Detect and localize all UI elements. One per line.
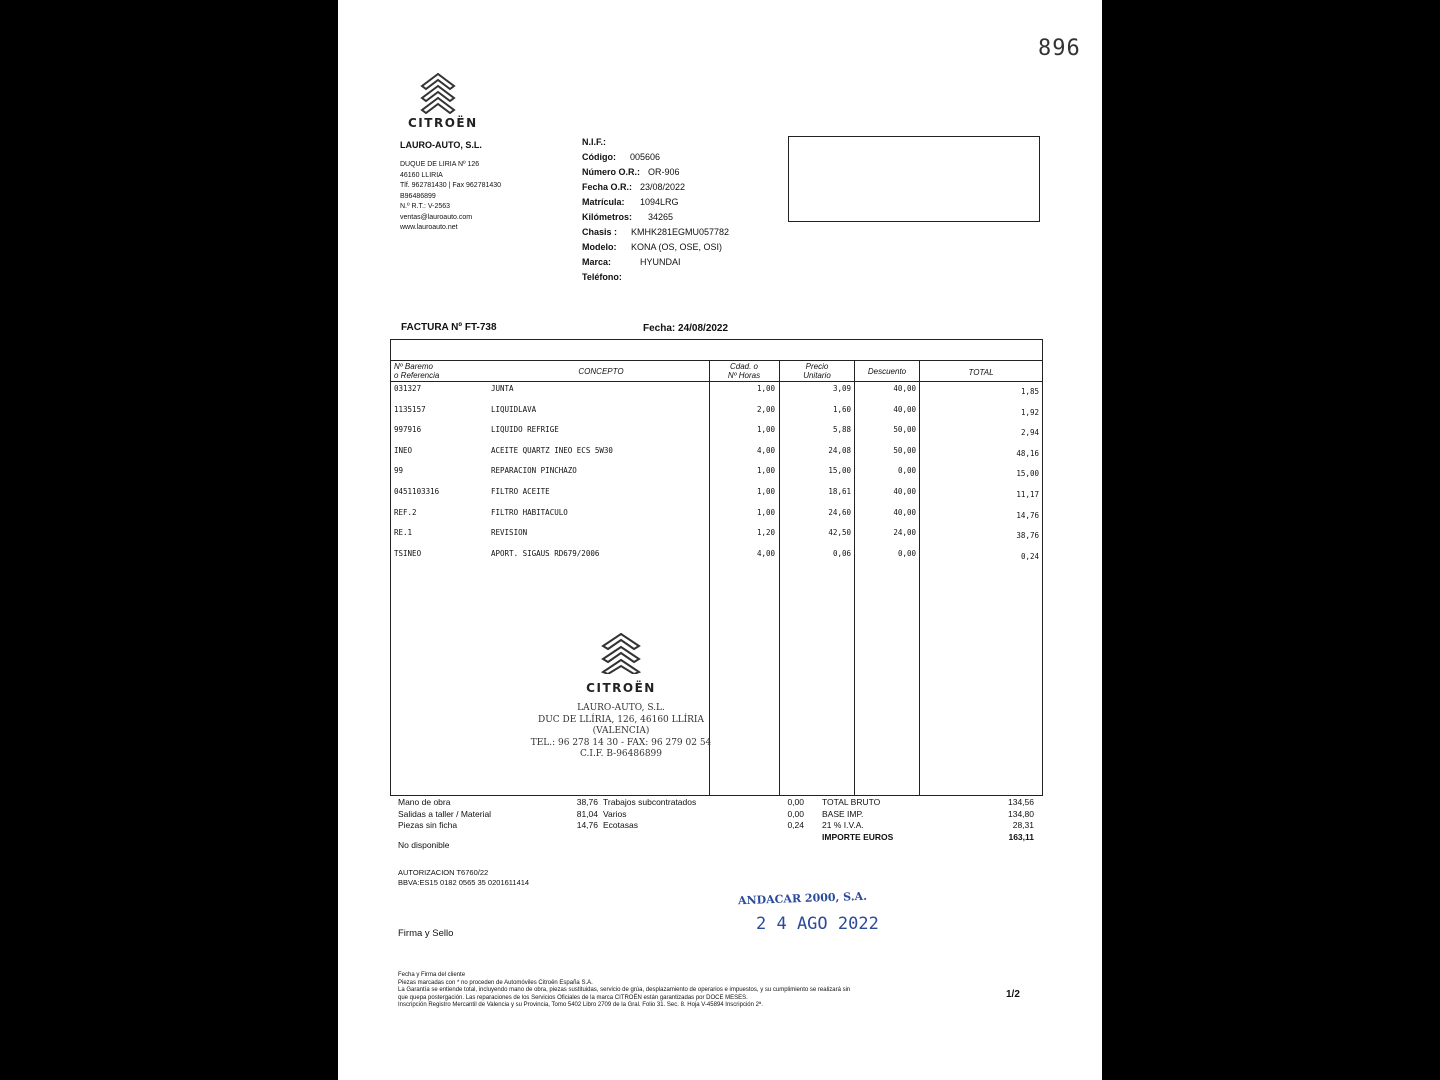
- cell-total: 48,16: [1016, 448, 1039, 458]
- cell-concept: JUNTA: [491, 384, 514, 393]
- cell-price: 15,00: [828, 466, 851, 476]
- table-row: [391, 487, 1042, 507]
- cell-ref: RE.1: [394, 528, 413, 538]
- company-name: LAURO-AUTO, S.L.: [400, 140, 482, 150]
- signature-label: Firma y Sello: [398, 928, 454, 939]
- cell-ref: 997916: [394, 425, 422, 435]
- table-row: [391, 405, 1042, 425]
- vehicle-row: Kilómetros: 34265: [582, 212, 674, 222]
- cell-ref: REF.2: [394, 507, 417, 517]
- table-row: [391, 446, 1042, 466]
- cell-concept: REVISION: [491, 528, 528, 538]
- cell-ref: 99: [394, 466, 404, 476]
- cell-price: 1,60: [832, 404, 851, 414]
- summary-left: [398, 797, 808, 851]
- cell-ref: 1135157: [394, 404, 426, 414]
- cell-concept: LIQUIDLAVA: [491, 404, 537, 414]
- cell-price: 18,61: [828, 487, 851, 496]
- cell-qty: 4,00: [756, 548, 775, 558]
- received-stamp-date: 2 4 AGO 2022: [756, 914, 879, 934]
- table-row: [391, 384, 1042, 404]
- cell-price: 24,60: [828, 507, 851, 517]
- cell-concept: FILTRO ACEITE: [491, 487, 550, 496]
- header-total: TOTAL: [968, 368, 994, 377]
- handwritten-page-number: 896: [1038, 36, 1081, 61]
- logo-wordmark: CITROËN: [408, 116, 478, 130]
- cell-total: 1,85: [1020, 387, 1039, 396]
- cell-ref: 031327: [394, 384, 422, 393]
- cell-discount: 50,00: [893, 425, 916, 435]
- cell-concept: FILTRO HABITACULO: [491, 507, 568, 517]
- vehicle-row: Número O.R.: OR-906: [582, 167, 680, 177]
- no-disponible: No disponible: [398, 839, 450, 850]
- received-stamp-company: ANDACAR 2000, S.A.: [737, 889, 868, 908]
- grand-total-row: IMPORTE EUROS 163,11: [822, 831, 1034, 842]
- company-details: [400, 160, 501, 234]
- cell-discount: 24,00: [893, 528, 916, 538]
- cell-discount: 40,00: [893, 384, 916, 393]
- cell-qty: 1,00: [756, 487, 775, 496]
- page-indicator: 1/2: [1006, 989, 1020, 1000]
- invoice-number: FACTURA Nº FT-738: [401, 322, 497, 333]
- chevrons-icon: [408, 68, 468, 114]
- cell-ref: INEO: [394, 445, 413, 455]
- table-row: [391, 508, 1042, 528]
- vehicle-row: Fecha O.R.: 23/08/2022: [582, 182, 686, 192]
- company-line: 46160 LLIRIA: [400, 171, 443, 179]
- vehicle-row: Código: 005606: [582, 152, 661, 162]
- table-header-divider: [391, 381, 1042, 382]
- summary-totals: [822, 797, 1034, 843]
- header-concept: CONCEPTO: [578, 367, 624, 376]
- cell-price: 5,88: [832, 425, 851, 435]
- cell-concept: APORT. SIGAUS RD679/2006: [491, 548, 600, 558]
- table-row: [391, 549, 1042, 569]
- cell-qty: 1,20: [756, 528, 775, 538]
- cell-price: 24,08: [828, 445, 851, 455]
- cell-total: 11,17: [1016, 490, 1039, 499]
- summary-row: Mano de obra 38,76 Trabajos subcontratados 0,00: [398, 797, 804, 807]
- vehicle-row: N.I.F.:: [582, 137, 606, 147]
- stamp-logo: [591, 630, 651, 679]
- header-ref: Nº Baremo o Referencia: [394, 362, 440, 380]
- vehicle-row: Modelo: KONA (OS, OSE, OSI): [582, 242, 723, 252]
- vehicle-row: Teléfono:: [582, 272, 622, 282]
- cell-discount: 40,00: [893, 507, 916, 517]
- cell-price: 3,09: [832, 384, 851, 393]
- cell-ref: 0451103316: [394, 487, 440, 496]
- dealer-stamp: [521, 630, 721, 761]
- cell-qty: 1,00: [756, 384, 775, 393]
- total-row: TOTAL BRUTO 134,56: [822, 797, 1034, 807]
- company-line: ventas@lauroauto.com: [400, 213, 473, 221]
- cell-concept: LIQUIDO REFRIGE: [491, 425, 559, 435]
- cell-qty: 4,00: [756, 445, 775, 455]
- company-line: Tlf. 962781430 | Fax 962781430: [400, 182, 502, 189]
- authorization-info: AUTORIZACION T6760/22 BBVA:ES15 0182 0565 35 0201611414: [398, 868, 530, 887]
- cell-qty: 1,00: [756, 466, 775, 476]
- chevrons-icon: [591, 630, 651, 674]
- cell-discount: 40,00: [893, 487, 916, 496]
- company-line: B96486899: [400, 192, 436, 200]
- cell-total: 15,00: [1016, 469, 1039, 479]
- cell-price: 42,50: [828, 528, 851, 538]
- cell-discount: 0,00: [897, 548, 916, 558]
- cell-total: 0,24: [1020, 551, 1039, 561]
- vehicle-row: Chasis : KMHK281EGMU057782: [582, 227, 730, 237]
- legal-footer: Fecha y Firma del cliente Piezas marcadas con * no proceden de Automóviles Citroën España S.A. La Garantía se entiende total, incluyendo mano de obra, piezas sustituidas, servicio de grúa, desplazamiento de operarios e impuestos, y su cumplimiento se realizará sin que quepa postergación. Las reparaciones de los Servicios Oficiales de la marca CITROËN están garantizadas por DOCE MESES. Inscripción Registro Mercantil de Valencia y su Provincia, Tomo 5402 Libro 2709 de la Gral. Folio 31. Sec. 8. Hoja V-45894 Inscripción 2ª.: [398, 972, 851, 1008]
- table-top-divider: [391, 360, 1042, 361]
- cell-ref: TSINEO: [394, 548, 422, 558]
- invoice-lines-table: [390, 339, 1043, 796]
- cell-discount: 50,00: [893, 445, 916, 455]
- cell-total: 38,76: [1016, 531, 1039, 541]
- customer-address-box: [788, 136, 1040, 222]
- total-row: BASE IMP. 134,80: [822, 808, 1034, 819]
- vehicle-info: [582, 135, 729, 285]
- invoice-date: Fecha: 24/08/2022: [643, 323, 729, 334]
- invoice-page: [338, 0, 1102, 1080]
- citroen-logo: [408, 68, 478, 130]
- total-row: 21 % I.V.A. 28,31: [822, 820, 1034, 830]
- company-line: DUQUE DE LIRIA Nº 126: [400, 161, 480, 168]
- header-discount: Descuento: [867, 367, 907, 376]
- cell-total: 14,76: [1016, 510, 1039, 520]
- company-line: N.º R.T.: V-2563: [400, 203, 451, 210]
- table-row: [391, 425, 1042, 445]
- cell-total: 2,94: [1020, 428, 1039, 438]
- cell-concept: REPARACION PINCHAZO: [491, 466, 577, 476]
- summary-row: Salidas a taller / Material 81,04 Varios 0,00: [398, 808, 804, 819]
- vehicle-row: Matrícula: 1094LRG: [582, 197, 679, 207]
- stamp-wordmark: CITROËN: [586, 681, 656, 695]
- cell-concept: ACEITE QUARTZ INEO ECS 5W30: [491, 445, 613, 455]
- vehicle-row: Marca: HYUNDAI: [582, 257, 681, 267]
- cell-total: 1,92: [1020, 407, 1039, 417]
- table-row: [391, 528, 1042, 548]
- table-row: [391, 466, 1042, 486]
- cell-discount: 40,00: [893, 404, 916, 414]
- cell-discount: 0,00: [897, 466, 916, 476]
- cell-qty: 2,00: [756, 404, 775, 414]
- header-price: Precio Unitario: [803, 362, 831, 380]
- stamp-text: LAURO-AUTO, S.L. DUC DE LLÍRIA, 126, 46160 LLÍRIA (VALENCIA) TEL.: 96 278 14 30 - FAX: 96 279 02 54 C.I.F. B-96486899: [530, 703, 712, 759]
- cell-qty: 1,00: [756, 507, 775, 517]
- header-qty: Cdad. o Nº Horas: [727, 362, 761, 380]
- cell-price: 0,06: [832, 548, 851, 558]
- cell-qty: 1,00: [756, 425, 775, 435]
- summary-row: Piezas sin ficha 14,76 Ecotasas 0,24: [398, 820, 804, 830]
- company-line: www.lauroauto.net: [400, 224, 458, 231]
